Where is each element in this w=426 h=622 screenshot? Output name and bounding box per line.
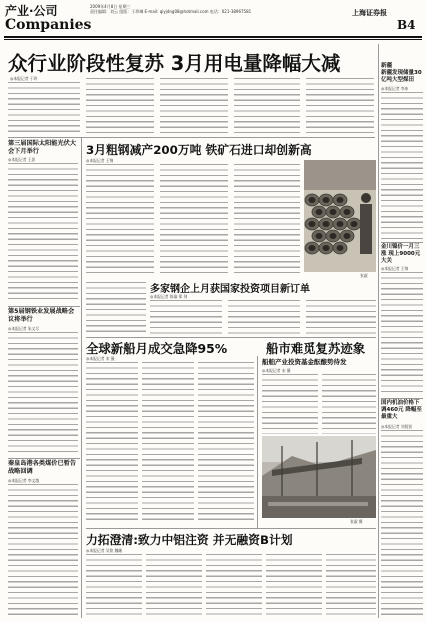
story7-body-col1 bbox=[86, 554, 142, 618]
photo2-credit: 张淑 摄 bbox=[350, 519, 363, 524]
story2-body-tail bbox=[86, 282, 146, 334]
main-byline: ◎本报记者 于珍 bbox=[10, 76, 38, 81]
steel-pipes-photo bbox=[304, 160, 376, 272]
story7-headline: 力拓澄清:致力中铝注资 并无融资B计划 bbox=[86, 533, 293, 547]
left-story-c-byline: ◎本报记者 李文越 bbox=[8, 478, 40, 483]
story2-headline: 3月粗钢减产200万吨 铁矿石进口却创新高 bbox=[86, 143, 312, 157]
section-title-zh: 产业·公司 bbox=[5, 4, 58, 18]
main-body-col4 bbox=[234, 78, 300, 134]
right-story-b-byline: ◎本报记者 王锦 bbox=[381, 266, 409, 271]
right-story-a-title: 新疆发现储量30亿吨大型煤田 bbox=[381, 70, 422, 83]
right-story-c-byline: ◎本报记者 刘贤贤 bbox=[381, 424, 413, 429]
right-story-c-body bbox=[381, 430, 423, 618]
right-story-b-body bbox=[381, 272, 423, 396]
story3-body-col1 bbox=[150, 300, 222, 334]
header-info bbox=[90, 4, 251, 14]
left-story-a-body bbox=[8, 163, 78, 303]
story2-body-col3 bbox=[234, 164, 300, 276]
header-rule-thin bbox=[4, 39, 422, 40]
right-story-c-title: 国内机油价格下调460元 降幅至最重大 bbox=[381, 400, 422, 420]
story6-body-col1 bbox=[262, 374, 318, 434]
story4-headline: 全球新船月成交急降95% bbox=[86, 341, 228, 356]
story4-body-col1 bbox=[86, 362, 138, 522]
divider bbox=[86, 337, 376, 338]
main-body-col2 bbox=[86, 78, 154, 134]
main-body-col1 bbox=[8, 82, 80, 134]
newspaper-brand: 上海证券报 bbox=[352, 8, 387, 17]
story4-byline: ◎本报记者 宋 薇 bbox=[86, 356, 115, 361]
column-rule bbox=[81, 138, 82, 618]
column-rule bbox=[378, 44, 379, 618]
main-body-col3 bbox=[160, 78, 228, 134]
story6-headline: 船舶产业投资基金酝酿势待发 bbox=[262, 358, 347, 366]
divider bbox=[8, 137, 375, 138]
left-story-b-byline: ◎本报记者 朱文尽 bbox=[8, 326, 40, 331]
right-story-a-kicker: 新疆 bbox=[381, 63, 393, 69]
main-body-col5 bbox=[306, 78, 374, 134]
story2-body-col1 bbox=[86, 164, 154, 276]
section-title-en: Companies bbox=[5, 17, 92, 33]
story7-body-col3 bbox=[206, 554, 262, 618]
divider bbox=[8, 458, 80, 459]
story4-body-col3 bbox=[198, 362, 254, 522]
left-story-c-title: 秦皇岛港各类煤价已暂告战略回调 bbox=[8, 460, 77, 475]
page-number: B4 bbox=[397, 18, 416, 32]
page-header bbox=[0, 0, 426, 48]
story7-body-col2 bbox=[146, 554, 202, 618]
header-editors: 责任编辑：刘云 组版：于珍琳 E-mail: qiyjdng08@hotmail.com 电话：021-38967581 bbox=[90, 9, 252, 14]
story6-byline: ◎本报记者 宋 薇 bbox=[262, 368, 291, 373]
right-story-a-byline: ◎本报记者 李冰 bbox=[381, 86, 409, 91]
story3-body-col2 bbox=[228, 300, 300, 334]
right-story-b-title: 金川镍价一月三涨 现上9000元大关 bbox=[381, 244, 421, 264]
story2-body-col2 bbox=[160, 164, 228, 276]
left-story-b-body bbox=[8, 332, 78, 454]
story3-body-col3 bbox=[306, 300, 376, 334]
right-story-a-body bbox=[381, 92, 423, 240]
story7-body-col5 bbox=[326, 554, 376, 618]
story5-headline: 船市难觅复苏迹象 bbox=[266, 341, 366, 356]
story6-body-col2 bbox=[322, 374, 376, 434]
column-rule bbox=[257, 356, 258, 528]
story7-byline: ◎本报记者 吴铭 魏珊 bbox=[86, 548, 123, 553]
photo1-credit: 张淑 bbox=[360, 273, 368, 278]
left-story-a-title: 第三届国际太阳能光伏大会下月举行 bbox=[8, 140, 77, 155]
header-date: 2009年4月8日 星期三 bbox=[90, 4, 131, 9]
divider bbox=[8, 306, 80, 307]
divider bbox=[86, 528, 376, 529]
left-story-c-body bbox=[8, 484, 78, 616]
divider bbox=[381, 242, 423, 243]
story2-byline: ◎本报记者 王锦 bbox=[86, 158, 114, 163]
header-rule bbox=[4, 36, 422, 38]
main-headline: 众行业阶段性复苏 3月用电量降幅大减 bbox=[8, 52, 341, 75]
shipyard-photo bbox=[262, 436, 376, 518]
story3-byline: ◎本报记者 陈瑜 郑 剑 bbox=[150, 294, 188, 299]
story3-headline: 多家钢企上月获国家投资项目新订单 bbox=[150, 284, 310, 295]
story7-body-col4 bbox=[266, 554, 322, 618]
left-story-a-byline: ◎本报记者 王思 bbox=[8, 157, 36, 162]
left-story-b-title: 第5届钢铁业发展战略会议将举行 bbox=[8, 308, 75, 323]
story4-body-col2 bbox=[142, 362, 194, 522]
divider bbox=[381, 398, 423, 399]
